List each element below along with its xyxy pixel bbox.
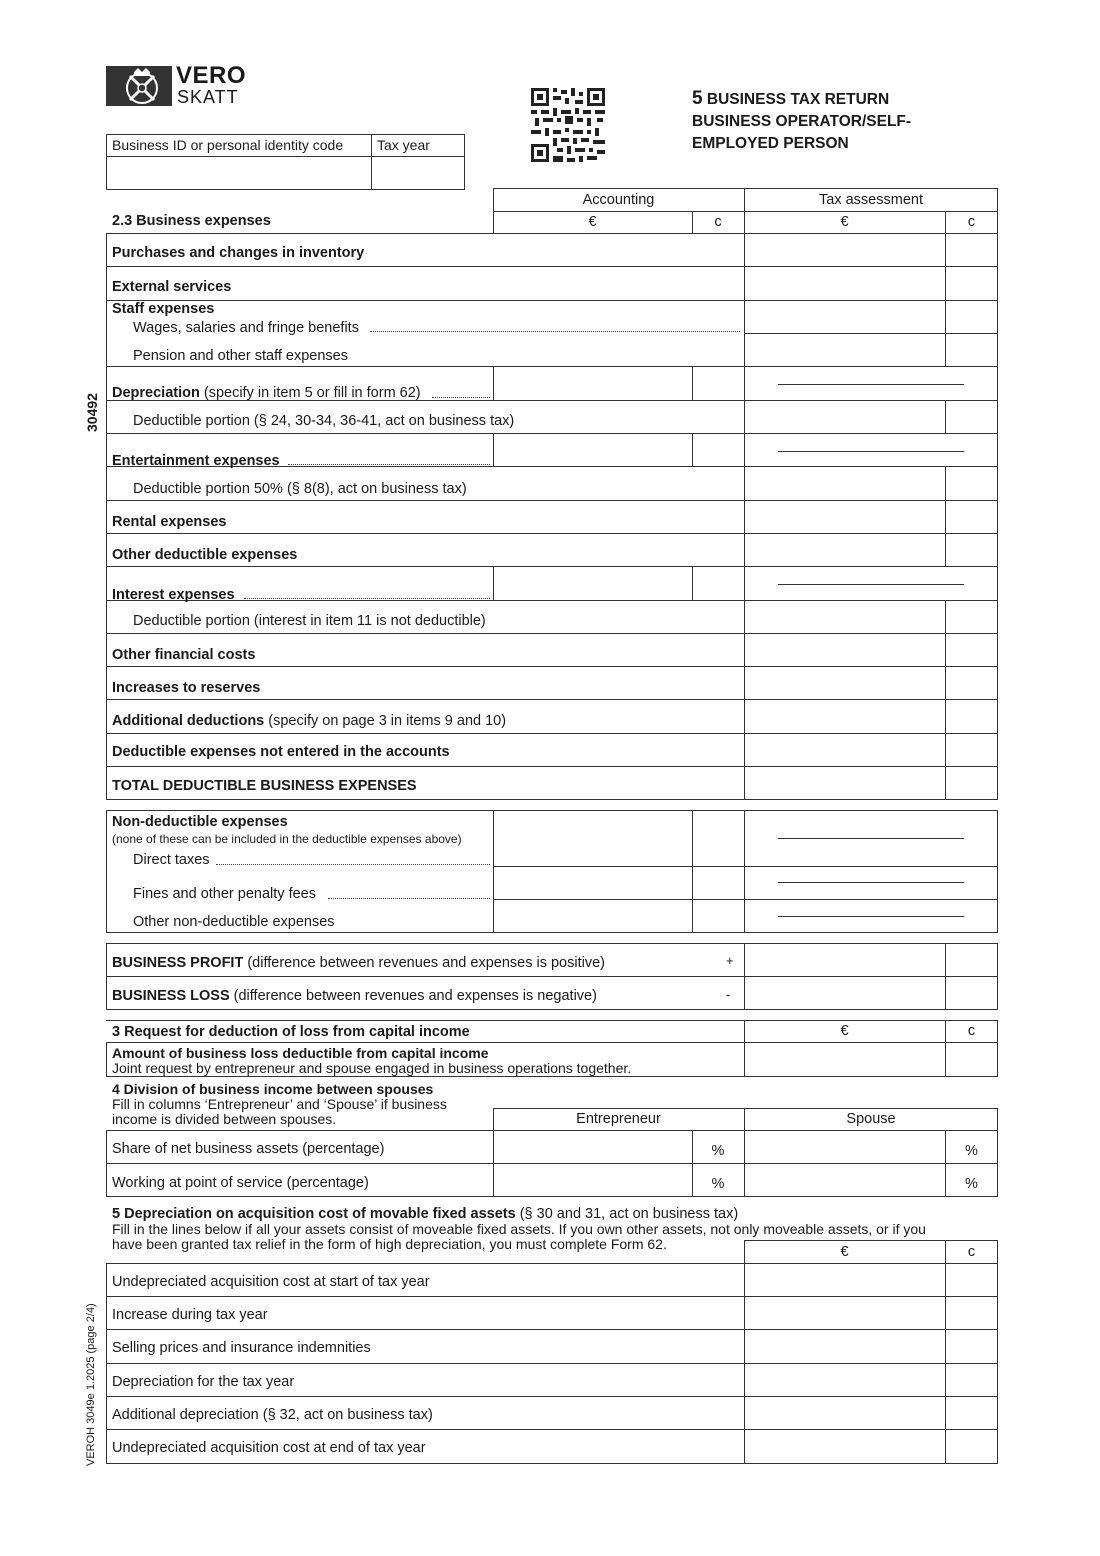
vero-logo <box>106 62 247 108</box>
section-3-title: 3 Request for deduction of loss from capital income <box>112 1024 470 1040</box>
pct-sign: % <box>965 1143 978 1159</box>
working-entrepreneur-field[interactable] <box>495 1165 691 1195</box>
sec5-note-line1: Fill in the lines below if all your assets consist of moveable fixed assets. If you own other assets, not only moveable assets, or if you <box>112 1221 926 1237</box>
not-entered-label: Deductible expenses not entered in the accounts <box>112 744 450 760</box>
other-financial-label: Other financial costs <box>112 647 256 663</box>
share-entrepreneur-field[interactable] <box>495 1132 691 1162</box>
sec4-note-line2: income is divided between spouses. <box>112 1111 337 1127</box>
sec3-euro-label: € <box>840 1023 849 1039</box>
pct-sign: % <box>965 1176 978 1192</box>
form-title-line3: EMPLOYED PERSON <box>692 135 849 152</box>
additional-depreciation-label: Additional depreciation (§ 32, act on business tax) <box>112 1407 433 1423</box>
total-deductible-label: TOTAL DEDUCTIBLE BUSINESS EXPENSES <box>112 778 417 794</box>
tax-cent-label: c <box>967 214 976 230</box>
working-label: Working at point of service (percentage) <box>112 1175 369 1191</box>
rental-label: Rental expenses <box>112 514 227 530</box>
logo-text-vero: VERO <box>176 62 247 89</box>
form-number: 5 <box>692 88 703 109</box>
business-loss-label: BUSINESS LOSS (difference between revenues and expenses is negative) <box>112 988 597 1004</box>
sec5-euro-label: € <box>840 1244 849 1260</box>
share-net-assets-label: Share of net business assets (percentage) <box>112 1141 385 1157</box>
external-services-label: External services <box>112 279 232 295</box>
form-title-line1: BUSINESS TAX RETURN <box>706 91 890 108</box>
working-spouse-field[interactable] <box>746 1165 944 1195</box>
reserves-label: Increases to reserves <box>112 680 261 696</box>
vero-crest-icon <box>106 66 172 106</box>
form-title <box>692 88 911 155</box>
sec3-cent-label: c <box>967 1023 976 1039</box>
interest-label: Interest expenses <box>112 587 235 603</box>
sec5-note-line2: have been granted tax relief in the form of high depreciation, you must complete Form 62. <box>112 1236 667 1252</box>
qr-code-icon <box>531 88 605 162</box>
business-loss-field[interactable] <box>746 978 944 1008</box>
increase-label: Increase during tax year <box>112 1307 268 1323</box>
entertainment-label: Entertainment expenses <box>112 453 280 469</box>
share-spouse-field[interactable] <box>746 1132 944 1162</box>
depreciation-label: Depreciation (specify in item 5 or fill in form 62) <box>112 385 421 401</box>
pct-sign: % <box>711 1143 725 1159</box>
loss-deductible-field[interactable] <box>746 1044 944 1075</box>
entertainment-accounting-field[interactable] <box>493 433 745 467</box>
other-deductible-label: Other deductible expenses <box>112 547 298 563</box>
section-5-title: 5 Depreciation on acquisition cost of movable fixed assets (§ 30 and 31, act on business tax) <box>112 1206 739 1222</box>
tax-euro-label: € <box>840 214 849 230</box>
purchases-label: Purchases and changes in inventory <box>112 245 365 261</box>
end-cost-field[interactable] <box>746 1431 944 1462</box>
profit-sign: + <box>726 953 734 968</box>
section-4-title: 4 Division of business income between spouses <box>112 1081 434 1097</box>
accounting-cent-label: c <box>714 214 722 230</box>
depreciation-year-label: Depreciation for the tax year <box>112 1374 295 1390</box>
end-cost-label: Undepreciated acquisition cost at end of tax year <box>112 1440 426 1456</box>
sec3-note: Joint request by entrepreneur and spouse engaged in business operations together. <box>112 1060 632 1076</box>
accounting-euro-label: € <box>588 214 597 230</box>
staff-expenses-label: Staff expenses <box>112 301 215 317</box>
fines-label: Fines and other penalty fees <box>133 886 316 902</box>
tax-assessment-column-label: Tax assessment <box>819 192 923 208</box>
accounting-column-label: Accounting <box>582 192 655 208</box>
logo-text-skatt: SKATT <box>177 87 239 107</box>
pct-sign: % <box>711 1176 725 1192</box>
other-non-deductible-label: Other non-deductible expenses <box>133 914 335 930</box>
non-deductible-note: (none of these can be included in the deductible expenses above) <box>112 832 462 846</box>
form-title-line2: BUSINESS OPERATOR/SELF- <box>692 113 912 130</box>
section-2-3-title: 2.3 Business expenses <box>112 213 271 229</box>
start-cost-label: Undepreciated acquisition cost at start of tax year <box>112 1274 430 1290</box>
spouse-column-label: Spouse <box>846 1111 896 1127</box>
direct-taxes-label: Direct taxes <box>133 852 210 868</box>
business-profit-label: BUSINESS PROFIT (difference between revenues and expenses is positive) <box>112 955 605 971</box>
tax-year-label: Tax year <box>377 137 430 153</box>
form-version-footer: VEROH 3049e 1.2025 (page 2/4) <box>85 1303 97 1466</box>
purchases-tax-field[interactable] <box>746 235 944 265</box>
loss-deductible-label: Amount of business loss deductible from capital income <box>112 1045 489 1061</box>
business-id-label: Business ID or personal identity code <box>112 137 344 153</box>
wages-label: Wages, salaries and fringe benefits <box>133 320 359 336</box>
depreciation-accounting-field[interactable] <box>493 366 745 401</box>
loss-sign: - <box>726 987 731 1002</box>
pension-label: Pension and other staff expenses <box>133 348 348 364</box>
non-deductible-label: Non-deductible expenses <box>112 814 288 830</box>
sec5-cent-label: c <box>967 1244 976 1260</box>
sec4-note-line1: Fill in columns ‘Entrepreneur’ and ‘Spouse’ if business <box>112 1096 447 1112</box>
start-cost-field[interactable] <box>746 1265 944 1295</box>
tax-year-field[interactable] <box>373 158 463 188</box>
total-deductible-tax-field[interactable] <box>746 768 944 798</box>
additional-deductions-label: Additional deductions (specify on page 3 in items 9 and 10) <box>112 713 507 729</box>
depreciation-deductible-label: Deductible portion (§ 24, 30-34, 36-41, act on business tax) <box>133 413 515 429</box>
business-profit-field[interactable] <box>746 945 944 975</box>
interest-accounting-field[interactable] <box>493 566 745 601</box>
entrepreneur-column-label: Entrepreneur <box>576 1111 661 1127</box>
selling-prices-label: Selling prices and insurance indemnities <box>112 1340 371 1356</box>
entertainment-deductible-label: Deductible portion 50% (§ 8(8), act on business tax) <box>133 481 467 497</box>
business-id-field[interactable] <box>108 158 369 188</box>
interest-deductible-label: Deductible portion (interest in item 11 is not deductible) <box>133 613 486 629</box>
form-code: 30492 <box>84 393 100 432</box>
